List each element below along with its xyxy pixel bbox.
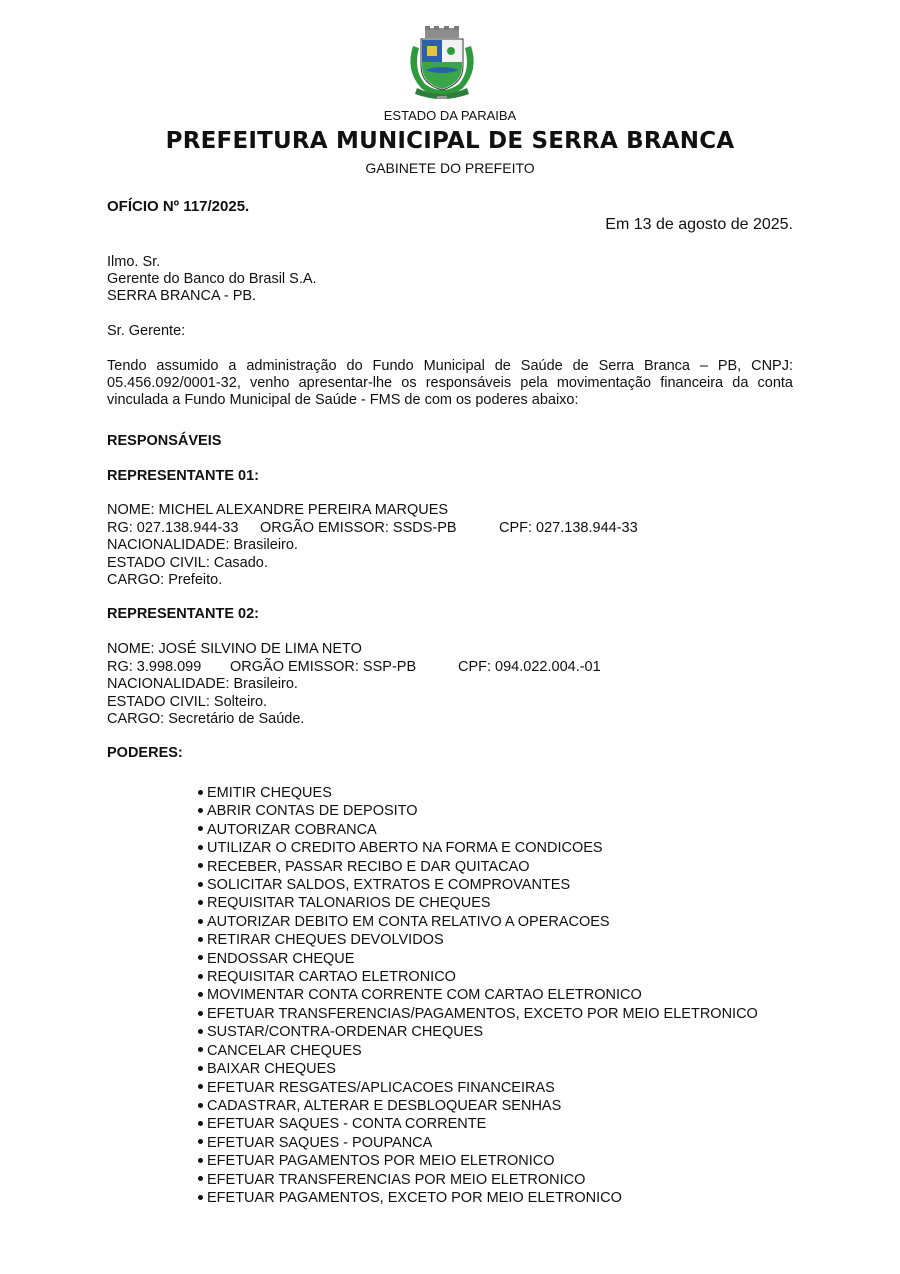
bullet-icon bbox=[198, 992, 203, 997]
rep-role: CARGO: Secretário de Saúde. bbox=[107, 711, 305, 727]
rep-name: NOME: JOSÉ SILVINO DE LIMA NETO bbox=[107, 641, 362, 657]
bullet-icon bbox=[198, 1121, 203, 1126]
bullet-icon bbox=[198, 1047, 203, 1052]
bullet-icon bbox=[198, 1176, 203, 1181]
recipient-line: SERRA BRANCA - PB. bbox=[107, 288, 257, 304]
greeting: Sr. Gerente: bbox=[107, 323, 186, 339]
representative-2-heading: REPRESENTANTE 02: bbox=[107, 606, 260, 622]
cabinet-subtitle: GABINETE DO PREFEITO bbox=[365, 160, 535, 176]
rep-rg: RG: 027.138.944-33 bbox=[107, 519, 239, 536]
list-item: EFETUAR PAGAMENTOS, EXCETO POR MEIO ELETRONICO bbox=[197, 1189, 758, 1207]
list-item: ABRIR CONTAS DE DEPOSITO bbox=[197, 802, 758, 820]
rep-civil-status: ESTADO CIVIL: Casado. bbox=[107, 554, 268, 571]
bullet-icon bbox=[198, 1011, 203, 1016]
municipal-coat-of-arms-icon bbox=[403, 26, 481, 102]
bullet-icon bbox=[198, 919, 203, 924]
page-title: PREFEITURA MUNICIPAL DE SERRA BRANCA bbox=[165, 128, 735, 154]
list-item: REQUISITAR TALONARIOS DE CHEQUES bbox=[197, 894, 758, 912]
bullet-icon bbox=[198, 1139, 203, 1144]
bullet-icon bbox=[198, 1103, 203, 1108]
rep-documents bbox=[107, 520, 638, 538]
list-item: EFETUAR TRANSFERENCIAS/PAGAMENTOS, EXCETO POR MEIO ELETRONICO bbox=[197, 1005, 758, 1023]
list-item: EFETUAR RESGATES/APLICACOES FINANCEIRAS bbox=[197, 1079, 758, 1097]
bullet-icon bbox=[198, 1066, 203, 1071]
rep-civil-status: ESTADO CIVIL: Solteiro. bbox=[107, 693, 268, 710]
list-item: UTILIZAR O CREDITO ABERTO NA FORMA E CONDICOES bbox=[197, 839, 758, 857]
rep-name: NOME: MICHEL ALEXANDRE PEREIRA MARQUES bbox=[107, 502, 449, 518]
list-item: AUTORIZAR DEBITO EM CONTA RELATIVO A OPERACOES bbox=[197, 913, 758, 931]
bullet-icon bbox=[198, 826, 203, 831]
poderes-heading: PODERES: bbox=[107, 745, 183, 761]
bullet-icon bbox=[198, 955, 203, 960]
representative-1-details bbox=[107, 502, 638, 590]
rep-nationality: NACIONALIDADE: Brasileiro. bbox=[107, 537, 298, 553]
representative-1-heading: REPRESENTANTE 01: bbox=[107, 468, 260, 484]
list-item: SOLICITAR SALDOS, EXTRATOS E COMPROVANTES bbox=[197, 876, 758, 894]
list-item: EMITIR CHEQUES bbox=[197, 784, 758, 802]
recipient-line: Gerente do Banco do Brasil S.A. bbox=[107, 271, 317, 287]
list-item: EFETUAR TRANSFERENCIAS POR MEIO ELETRONICO bbox=[197, 1171, 758, 1189]
recipient-line: Ilmo. Sr. bbox=[107, 254, 161, 270]
letter-body: Tendo assumido a administração do Fundo Municipal de Saúde de Serra Branca – PB, CNPJ: 05.456.092/0001-32, venho apresentar-lhe os responsáveis pela movimentação financeira da conta vinculada a Fundo Municipal de Saúde - FMS de com os poderes abaixo: bbox=[107, 358, 793, 408]
list-item: EFETUAR SAQUES - POUPANCA bbox=[197, 1134, 758, 1152]
list-item: RECEBER, PASSAR RECIBO E DAR QUITACAO bbox=[197, 858, 758, 876]
bullet-icon bbox=[198, 1158, 203, 1163]
responsaveis-heading: RESPONSÁVEIS bbox=[107, 433, 222, 449]
letter-date: Em 13 de agosto de 2025. bbox=[605, 216, 793, 233]
bullet-icon bbox=[198, 974, 203, 979]
rep-issuer: ORGÃO EMISSOR: SSP-PB bbox=[230, 658, 417, 675]
rep-nationality: NACIONALIDADE: Brasileiro. bbox=[107, 676, 298, 692]
rep-documents bbox=[107, 659, 601, 677]
list-item: SUSTAR/CONTRA-ORDENAR CHEQUES bbox=[197, 1023, 758, 1041]
bullet-icon bbox=[198, 882, 203, 887]
rep-cpf: CPF: 094.022.004.-01 bbox=[458, 658, 601, 675]
list-item: CANCELAR CHEQUES bbox=[197, 1042, 758, 1060]
recipient-address bbox=[107, 254, 317, 305]
bullet-icon bbox=[198, 808, 203, 813]
rep-issuer: ORGÃO EMISSOR: SSDS-PB bbox=[260, 519, 457, 536]
list-item: CADASTRAR, ALTERAR E DESBLOQUEAR SENHAS bbox=[197, 1097, 758, 1115]
list-item: ENDOSSAR CHEQUE bbox=[197, 950, 758, 968]
list-item: BAIXAR CHEQUES bbox=[197, 1060, 758, 1078]
list-item: EFETUAR PAGAMENTOS POR MEIO ELETRONICO bbox=[197, 1152, 758, 1170]
state-name: ESTADO DA PARAIBA bbox=[383, 108, 517, 123]
list-item: RETIRAR CHEQUES DEVOLVIDOS bbox=[197, 931, 758, 949]
bullet-icon bbox=[198, 937, 203, 942]
bullet-icon bbox=[198, 863, 203, 868]
bullet-icon bbox=[198, 900, 203, 905]
rep-cpf: CPF: 027.138.944-33 bbox=[499, 519, 638, 536]
bullet-icon bbox=[198, 1195, 203, 1200]
powers-list bbox=[197, 784, 758, 1207]
rep-role: CARGO: Prefeito. bbox=[107, 572, 223, 588]
bullet-icon bbox=[198, 790, 203, 795]
list-item: MOVIMENTAR CONTA CORRENTE COM CARTAO ELETRONICO bbox=[197, 986, 758, 1004]
letter-number: OFÍCIO Nº 117/2025. bbox=[107, 198, 250, 215]
bullet-icon bbox=[198, 1084, 203, 1089]
rep-rg: RG: 3.998.099 bbox=[107, 658, 202, 675]
bullet-icon bbox=[198, 1029, 203, 1034]
list-item: AUTORIZAR COBRANCA bbox=[197, 821, 758, 839]
list-item: REQUISITAR CARTAO ELETRONICO bbox=[197, 968, 758, 986]
bullet-icon bbox=[198, 845, 203, 850]
representative-2-details bbox=[107, 641, 601, 729]
list-item: EFETUAR SAQUES - CONTA CORRENTE bbox=[197, 1115, 758, 1133]
